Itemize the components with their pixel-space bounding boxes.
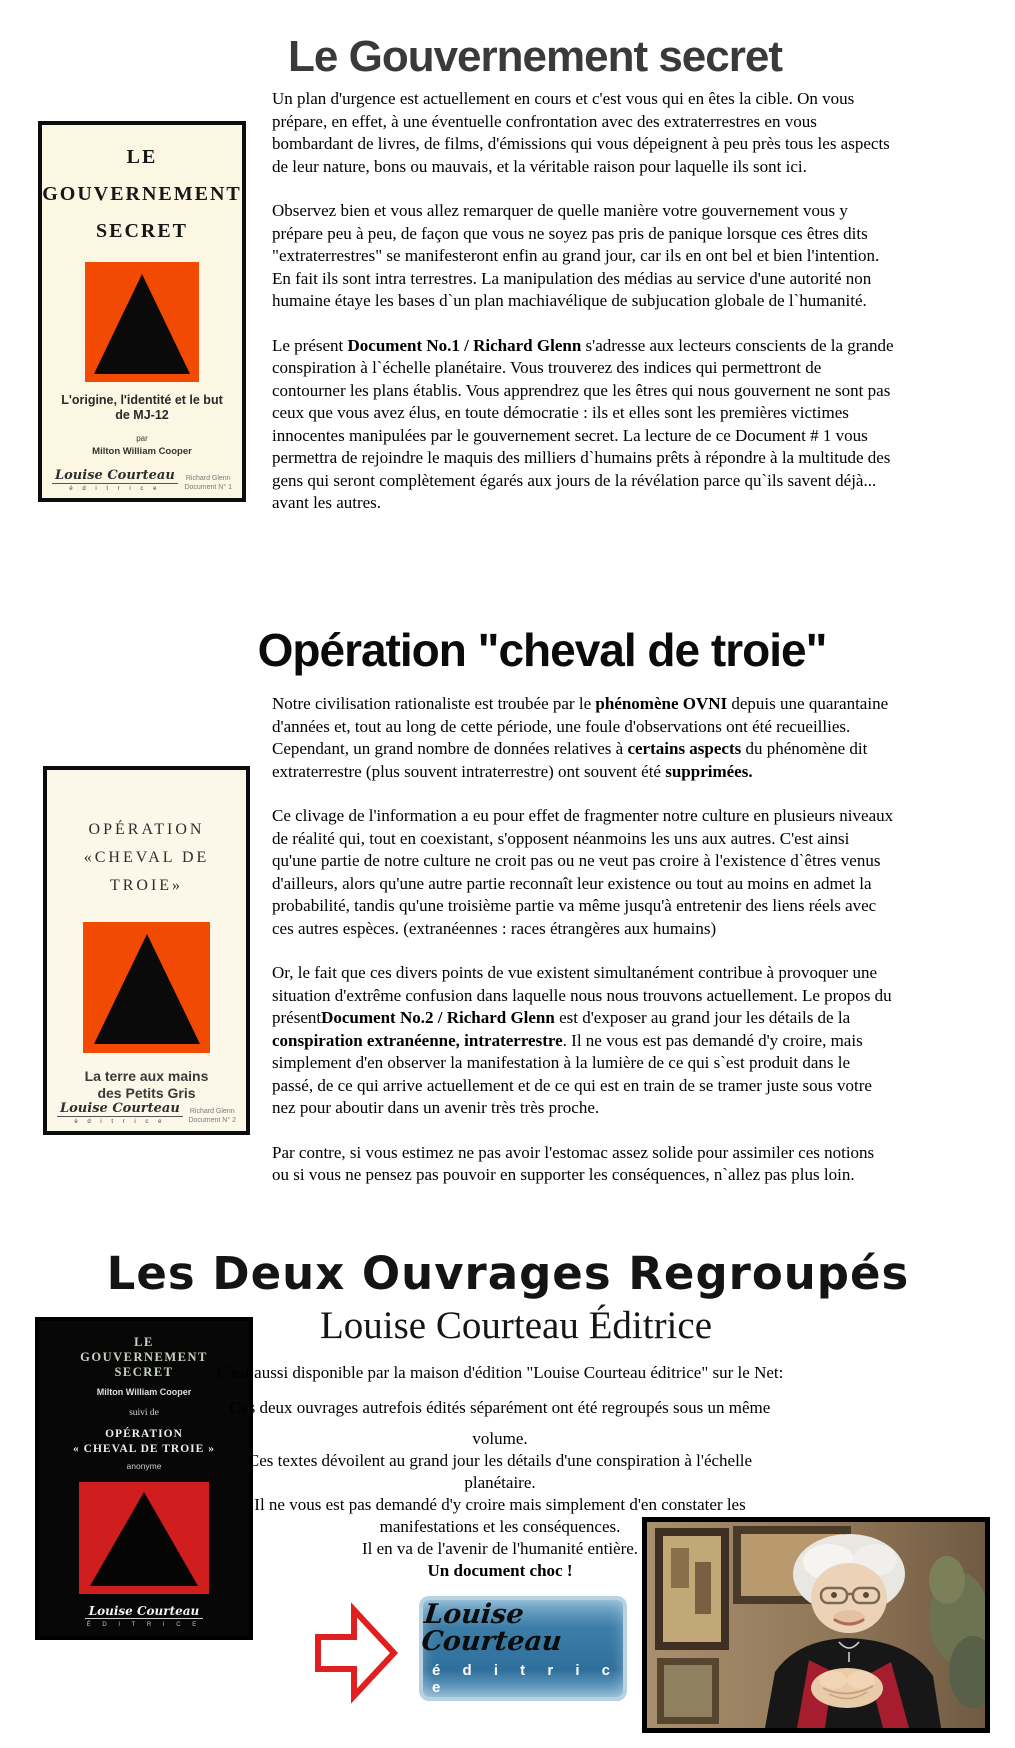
book2-title [47,770,246,900]
book1-title-line3: SECRET [95,220,189,242]
book1-by-label: par [136,434,148,443]
book3-title-line3: SECRET [114,1365,174,1379]
book1-author: Milton William Cooper [92,446,192,457]
section3-line-5: planétaire. [464,1473,536,1492]
book3-anonymous: anonyme [126,1461,162,1471]
book2-credit [188,1108,236,1125]
book2-credit-line2: Document N° 2 [188,1116,236,1124]
book1-subtitle-line2: de MJ-12 [115,408,169,422]
section3-line-7: manifestations et les conséquences. [379,1517,621,1536]
section3-line-3: volume. [472,1429,528,1448]
section2-paragraph-3: Or, le fait que ces divers points de vue existent simultanément contribue à provoquer une situation d'extrême confusion dans laquelle nous nous trouvons actuellement. Le propos du présentDocument No.2 / Richard Glenn est d'exposer au grand jour les détails de la conspiration extranéenne, intraterrestre. Il ne vous est pas demandé d'y croire, mais simplement d'en observer la manifestation à la lumière de ce qui s`est produit dans le passé, de ce qui arrive actuellement et de ce qui est en train de se tramer juste sous votre nez pour aboutir dans un avenir très très proche. [272,963,892,1117]
section2-paragraph-4: Par contre, si vous estimez ne pas avoir l'estomac assez solide pour assimiler ces notions ou si vous ne pensez pas pouvoir en supporter les conséquences, n`allez pas plus loin. [272,1142,875,1184]
book3-author: Milton William Cooper [96,1387,192,1397]
section1-body [272,88,894,537]
book-cover-gouvernement-secret [38,121,246,502]
book1-publisher [52,468,178,492]
publisher-signature-sub: é d i t r i c e [74,1119,166,1125]
section1-paragraph-2: Observez bien et vous allez remarquer de quelle manière votre gouvernement vous y prépare peu à peu, de façon que vous ne soyez pas pris de panique lorsque ces êtres dits "extraterrestres" se manifesteront enfin au grand jour, car ils en ont bel et bien l'intention. En fait ils sont intra terrestres. La manipulation des médias au service d'une autorité non humaine étaye les bases d`un plan machiavélique de subjucation globale de l`humanité. [272,201,880,310]
book2-subtitle-line2: des Petits Gris [97,1085,196,1101]
logo-script-text: Louise Courteau [419,1599,564,1657]
section3-line-8: Il en va de l'avenir de l'humanité entière. [361,1539,639,1558]
section2-paragraph-2: Ce clivage de l'information a eu pour effet de fragmenter notre culture en plusieurs niveaux de réalité qui, tout en coexistant, s'opposent néanmoins les uns aux autres. C'est ainsi qu'une partie de notre culture ne croit pas ou ne veut pas croire à l'existence d`êtres venus d'ailleurs, alors qu'une autre partie reconnaît leur existence ou tout au moins en admet la probabilité, tandis qu'une troisième partie va même jusqu'à entretenir des liens réels avec ces autres espèces. (extranéennes : races étrangères aux humains) [272,806,894,938]
book1-subtitle-line1: L'origine, l'identité et le but [61,393,223,407]
book2-publisher [57,1101,183,1125]
book1-credit [184,475,232,492]
orange-square-graphic [83,922,210,1053]
book1-credit-line1: Richard Glenn [185,475,231,482]
publisher-signature: Louise Courteau [57,1101,183,1117]
book3-second-title-line1: OPÉRATION [105,1428,183,1440]
book2-footer [47,1101,246,1125]
section3-line-9: Un document choc ! [427,1561,573,1580]
book1-footer [42,468,242,492]
portrait-photo-graphic [647,1522,985,1728]
section3-title: Les Deux Ouvrages Regroupés [106,1247,910,1300]
book2-subtitle-line1: La terre aux mains [84,1068,209,1084]
book1-credit-line2: Document N° 1 [184,483,232,491]
publisher-signature: Louise Courteau [85,1604,204,1619]
book1-title-line2: GOUVERNEMENT [42,183,242,205]
logo-sub-text: é d i t r i c e [432,1662,620,1696]
publisher-signature-sub: é d i t r i c e [69,486,161,492]
book3-second-title-line2: « CHEVAL DE TROIE » [73,1443,215,1455]
right-arrow-icon [313,1598,399,1708]
pyramid-icon [94,931,200,1044]
pyramid-icon [94,271,190,374]
book3-followed-by: suivi de [129,1408,159,1418]
section3-subtitle: Louise Courteau Éditrice [319,1304,713,1347]
book2-credit-line1: Richard Glenn [189,1108,235,1115]
book1-subtitle [42,393,242,423]
section1-paragraph-3: Le présent Document No.1 / Richard Glenn s'adresse aux lecteurs conscients de la grande conspiration à l`échelle planétaire. Vous trouverez des indices qui permettront de contourner les plans établis. Vous apprendrez que les êtres qui nous gouvernent ne sont pas ceux que vous avez élus, en toute démocratie : ils et elles sont les premières victimes innocentes manipulées par le gouvernement secret. La lecture de ce Document # 1 vous permettra de rejoindre le maquis des milliers d`humains prêts à répondre à la multitude des gens qui seront complètement égarés aux jours de la révélation parce qu`ils savent déjà... avant les autres. [272,335,894,512]
orange-square-graphic [85,262,199,382]
book3-title-line1: LE [134,1335,154,1349]
publisher-signature: Louise Courteau [52,468,178,484]
book1-title [42,125,242,250]
section2-title: Opération "cheval de troie" [257,624,827,676]
louise-courteau-editrice-logo-link[interactable] [419,1599,623,1697]
section3-line-4: Ces textes dévoilent au grand jour les détails d'une conspiration à l'échelle [247,1451,753,1470]
book2-title-line2: «CHEVAL DE TROIE» [83,849,210,894]
book2-title-line1: OPÉRATION [88,821,205,838]
book1-title-line1: LE [126,146,158,168]
section3-line-6: Il ne vous est pas demandé d'y croire mais simplement d'en constater les [254,1495,746,1514]
section2-paragraph-1: Notre civilisation rationaliste est troubée par le phénomène OVNI depuis une quarantaine d'années et, tout au long de cette période, une foule d'observations ont été recueillies. Cependant, un grand nombre de données relatives à certains aspects du phénomène dit extraterrestre (plus souvent intraterrestre) ont souvent été supprimées. [272,694,889,781]
section1-paragraph-1: Un plan d'urgence est actuellement en cours et c'est vous qui en êtes la cible. On vous prépare, en effet, à une éventuelle confrontation avec des extraterrestres en vous bombardant de livres, de films, d'émissions qui vous dépeignent à peu près tous les aspects de leur nature, bons ou mauvais, et la véritable raison pour laquelle ils sont ici. [272,89,890,176]
book3-title-line2: GOUVERNEMENT [80,1350,208,1364]
book2-subtitle [47,1068,246,1102]
book-cover-cheval-de-troie [43,766,250,1135]
publisher-signature-sub: É D I T R I C E [86,1622,202,1628]
louise-courteau-portrait-photo [642,1517,990,1733]
section3-line-2: Ces deux ouvrages autrefois édités séparément ont été regroupés sous un même [229,1398,771,1417]
section1-title: Le Gouvernement secret [288,32,782,81]
section2-body [272,693,894,1209]
section3-line-1: C'est aussi disponible par la maison d'édition "Louise Courteau éditrice" sur le Net: [216,1363,784,1382]
